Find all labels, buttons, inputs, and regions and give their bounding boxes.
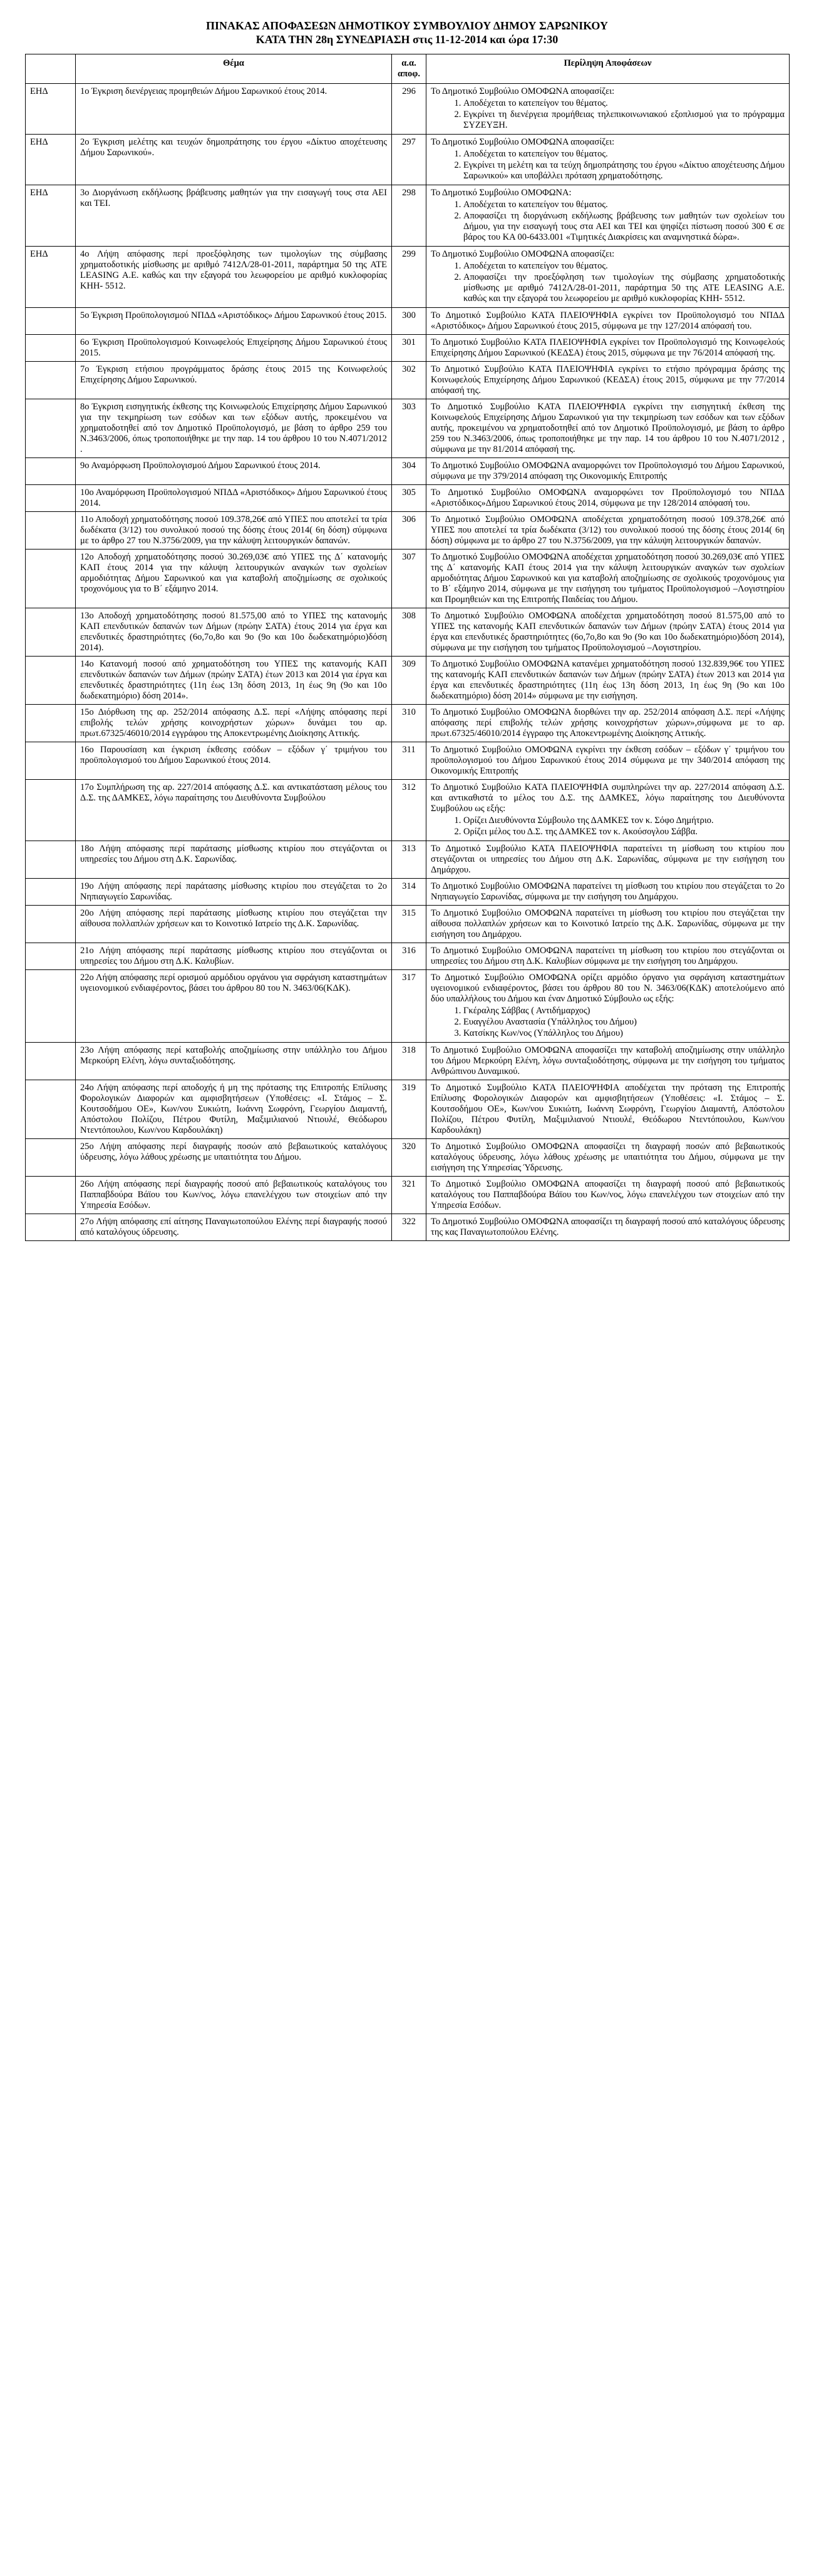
row-topic: 9ο Αναμόρφωση Προϋπολογισμού Δήμου Σαρωνικού έτους 2014. — [76, 458, 392, 485]
row-unit — [26, 308, 76, 335]
row-summary — [426, 970, 790, 1043]
decision-item: 1. Ορίζει Διευθύνοντα Σύμβουλο της ΔΑΜΚΕΣ τον κ. Σόφο Δημήτριο. — [463, 815, 785, 826]
row-topic: 1ο Έγκριση διενέργειας προμηθειών Δήμου Σαρωνικού έτους 2014. — [76, 84, 392, 135]
row-number: 318 — [392, 1043, 426, 1080]
row-summary — [426, 458, 790, 485]
table-row — [26, 185, 790, 247]
summary-text: Το Δημοτικό Συμβούλιο ΟΜΟΦΩΝΑ αποφασίζει τη διαγραφή ποσού από καταλόγους ύδρευσης της κας Παναγιωτοπούλου Ελένης. — [431, 1217, 785, 1237]
header-summary: Περίληψη Αποφάσεων — [426, 54, 790, 84]
row-summary — [426, 1177, 790, 1214]
row-summary — [426, 485, 790, 512]
row-summary — [426, 906, 790, 943]
summary-text: Το Δημοτικό Συμβούλιο ΟΜΟΦΩΝΑ αποφασίζει: — [431, 137, 615, 147]
row-unit — [26, 1214, 76, 1241]
row-number: 296 — [392, 84, 426, 135]
row-topic: 13ο Αποδοχή χρηματοδότησης ποσού 81.575,00 από το ΥΠΕΣ της κατανομής ΚΑΠ επενδυτικών δαπανών των Δήμων (πρώην ΣΑΤΑ) έτους 2014 για έργα και επενδυτικές δραστηριότητες (6ο,7ο,8ο και 9ο (9ο και 10ο δωδεκατημόριο)δόση 2014). — [76, 608, 392, 657]
row-summary — [426, 362, 790, 399]
row-topic: 17ο Συμπλήρωση της αρ. 227/2014 απόφασης Δ.Σ. και αντικατάσταση μέλους του Δ.Σ. της ΔΑΜΚΕΣ, λόγω παραίτησης του Διευθύνοντα Συμβούλου — [76, 780, 392, 841]
row-topic: 25ο Λήψη απόφασης περί διαγραφής ποσών από βεβαιωτικούς καταλόγους ύδρευσης, λόγω λάθους χρέωσης με υπαιτιότητα του Δήμου. — [76, 1139, 392, 1177]
summary-text: Το Δημοτικό Συμβούλιο ΚΑΤΑ ΠΛΕΙΟΨΗΦΙΑ εγκρίνει την εισηγητική έκθεση της Κοινωφελούς Επιχείρησης Δήμου Σαρωνικού για την τεκμηρίωση των εσόδων και των εξόδων αυτής, προκειμένου να χρηματοδοτηθεί από τον Δημοτικό Προϋπολογισμό, με βάση το άρθρο 259 του Ν.3463/2006, όπως τροποποιήθηκε με την παρ. 14 του άρθρου 10 του Ν.4071/2012 , σύμφωνα με την 81/2014 απόφασή της. — [431, 402, 785, 454]
row-topic: 21ο Λήψη απόφασης περί παράτασης μίσθωσης κτιρίου που στεγάζονται οι υπηρεσίες του Δήμου στη Δ.Κ. Καλυβίων. — [76, 943, 392, 970]
decision-item: 3. Κατσίκης Κων/νος (Υπάλληλος του Δήμου) — [463, 1028, 785, 1039]
summary-text: Το Δημοτικό Συμβούλιο ΚΑΤΑ ΠΛΕΙΟΨΗΦΙΑ εγκρίνει το ετήσιο πρόγραμμα δράσης της Κοινωφελούς Επιχείρησης Δήμου Σαρωνικού (ΚΕΔΣΑ) έτους 2015, σύμφωνα με την 77/2014 απόφασή της. — [431, 364, 785, 396]
decision-item: 2. Ευαγγέλου Αναστασία (Υπάλληλος του Δήμου) — [463, 1017, 785, 1028]
row-unit — [26, 608, 76, 657]
row-unit — [26, 780, 76, 841]
row-unit — [26, 657, 76, 705]
table-row — [26, 1139, 790, 1177]
row-summary — [426, 1080, 790, 1139]
decision-list — [431, 261, 785, 304]
row-unit — [26, 705, 76, 742]
header-number: α.α. αποφ. — [392, 54, 426, 84]
summary-text: Το Δημοτικό Συμβούλιο ΟΜΟΦΩΝΑ: — [431, 188, 572, 198]
decision-item: 2. Εγκρίνει τη διενέργεια προμήθειας τηλεπικοινωνιακού εξοπλισμού για το πρόγραμμα ΣΥΖΕΥΞΗ. — [463, 110, 785, 131]
row-topic: 12ο Αποδοχή χρηματοδότησης ποσού 30.269,03€ από ΥΠΕΣ της Δ΄ κατανομής ΚΑΠ έτους 2014 για την κάλυψη λειτουργικών αναγκών των σχολείων αρμοδιότητας Δήμου Σαρωνικού και για καταβολή αποζημίωσης σε σχολικούς τροχονόμους για το Β΄ εξάμηνο 2014. — [76, 549, 392, 608]
title-line-1: ΠΙΝΑΚΑΣ ΑΠΟΦΑΣΕΩΝ ΔΗΜΟΤΙΚΟΥ ΣΥΜΒΟΥΛΙΟΥ ΔΗΜΟΥ ΣΑΡΩΝΙΚΟΥ — [206, 19, 608, 32]
row-topic: 4ο Λήψη απόφασης περί προεξόφλησης των τιμολογίων της σύμβασης χρηματοδοτικής μίσθωσης με αριθμό 7412Λ/28-01-2011, παράρτημα 50 της ATE LEASING A.E. καθώς και την εξαγορά του λεωφορείου με αριθμό κυκλοφορίας ΚΗΗ- 5512. — [76, 247, 392, 308]
decision-item: 1. Γκέραλης Σάββας ( Αντιδήμαρχος) — [463, 1006, 785, 1016]
row-number: 313 — [392, 841, 426, 879]
summary-text: Το Δημοτικό Συμβούλιο ΟΜΟΦΩΝΑ παρατείνει τη μίσθωση του κτιρίου που στεγάζεται την αίθουσα πολλαπλών χρήσεων και το Κοινοτικό Ιατρείο της Δ.Κ. Σαρωνίδας, σύμφωνα με την εισήγηση του Δημάρχου. — [431, 908, 785, 939]
row-number: 316 — [392, 943, 426, 970]
row-topic: 11ο Αποδοχή χρηματοδότησης ποσού 109.378,26€ από ΥΠΕΣ που αποτελεί τα τρία δωδέκατα (3/12) του συνολικού ποσού της δόσης έτους 2014( 6η δόση) σύμφωνα με το άρθρο 27 του Ν.3756/2009, για την κάλυψη λειτουργικών δαπανών. — [76, 512, 392, 549]
decision-item: 2. Αποφασίζει τη διοργάνωση εκδήλωσης βράβευσης των μαθητών των σχολείων του Δήμου, για την εισαγωγή τους στα ΑΕΙ και ΤΕΙ και ψηφίζει πίστωση ποσού 300 € σε βάρος του ΚΑ 00-6433.001 «Τιμητικές Διακρίσεις και αναμνηστικά δώρα». — [463, 211, 785, 243]
row-unit — [26, 362, 76, 399]
row-unit — [26, 335, 76, 362]
row-topic: 27ο Λήψη απόφασης επί αίτησης Παναγιωτοπούλου Ελένης περί διαγραφής ποσού από καταλόγους ύδρευσης. — [76, 1214, 392, 1241]
row-unit: ΕΗΔ — [26, 135, 76, 185]
row-topic: 6ο Έγκριση Προϋπολογισμού Κοινωφελούς Επιχείρησης Δήμου Σαρωνικού έτους 2015. — [76, 335, 392, 362]
summary-text: Το Δημοτικό Συμβούλιο ΟΜΟΦΩΝΑ αποφασίζει τη διαγραφή ποσού από βεβαιωτικούς καταλόγους του Παππαβδούρα Βάϊου του Κων/νος, λόγω επανελέγχου των στοιχείων από την Υπηρεσία Εσόδων. — [431, 1179, 785, 1210]
decision-list — [431, 149, 785, 181]
row-unit — [26, 1043, 76, 1080]
row-summary — [426, 742, 790, 780]
row-number: 311 — [392, 742, 426, 780]
row-summary — [426, 608, 790, 657]
row-topic: 15ο Διόρθωση της αρ. 252/2014 απόφασης Δ.Σ. περί «Λήψης απόφασης περί επιβολής τελών χρήσης κοινοχρήστων χώρων» δυνάμει του αρ. πρωτ.67325/46010/2014 εγγράφου της Αποκεντρωμένης Διοίκησης Αττικής. — [76, 705, 392, 742]
row-number: 302 — [392, 362, 426, 399]
table-row — [26, 657, 790, 705]
row-unit — [26, 1139, 76, 1177]
table-row — [26, 458, 790, 485]
row-unit — [26, 879, 76, 906]
row-number: 310 — [392, 705, 426, 742]
table-row — [26, 879, 790, 906]
table-row — [26, 362, 790, 399]
summary-text: Το Δημοτικό Συμβούλιο ΟΜΟΦΩΝΑ παρατείνει τη μίσθωση του κτιρίου που στεγάζονται οι υπηρεσίες του Δήμου στη Δ.Κ. Καλυβίων σύμφωνα με την εισήγηση του Δημάρχου. — [431, 946, 785, 966]
row-number: 322 — [392, 1214, 426, 1241]
row-unit: ΕΗΔ — [26, 247, 76, 308]
row-number: 314 — [392, 879, 426, 906]
row-summary — [426, 1043, 790, 1080]
row-unit — [26, 1177, 76, 1214]
decision-list — [431, 200, 785, 243]
summary-text: Το Δημοτικό Συμβούλιο ΚΑΤΑ ΠΛΕΙΟΨΗΦΙΑ συμπληρώνει την αρ. 227/2014 απόφαση Δ.Σ. και αντικαθιστά το μέλος του Δ.Σ. της ΔΑΜΚΕΣ, λόγω παραίτησης του Διευθύνοντα Συμβούλου ως εξής: — [431, 782, 785, 814]
row-topic: 5ο Έγκριση Προϋπολογισμού ΝΠΔΔ «Αριστόδικος» Δήμου Σαρωνικού έτους 2015. — [76, 308, 392, 335]
summary-text: Το Δημοτικό Συμβούλιο ΚΑΤΑ ΠΛΕΙΟΨΗΦΙΑ εγκρίνει τον Προϋπολογισμό του ΝΠΔΔ «Αριστόδικος» Δήμου Σαρωνικού έτους 2015, σύμφωνα με την 127/2014 απόφασή του. — [431, 310, 785, 331]
table-row — [26, 1214, 790, 1241]
table-row — [26, 247, 790, 308]
summary-text: Το Δημοτικό Συμβούλιο ΟΜΟΦΩΝΑ ορίζει αρμόδιο όργανο για σφράγιση καταστημάτων υγειονομικού ενδιαφέροντος, βάσει του άρθρου 80 του Ν. 3463/06(ΚΔΚ) αποτελούμενο από δύο υπαλλήλους του Δήμου και έναν Δημοτικό Σύμβουλο ως εξής: — [431, 973, 785, 1004]
summary-text: Το Δημοτικό Συμβούλιο ΟΜΟΦΩΝΑ αποφασίζει την καταβολή αποζημίωσης στην υπάλληλο του Δήμου Μερκούρη Ελένη, λόγω συνταξιοδότησης, σύμφωνα με την εισήγηση του τμήματος Ανθρώπινου Δυναμικού. — [431, 1045, 785, 1076]
summary-text: Το Δημοτικό Συμβούλιο ΚΑΤΑ ΠΛΕΙΟΨΗΦΙΑ εγκρίνει τον Προϋπολογισμό της Κοινωφελούς Επιχείρησης Δήμου Σαρωνικού (ΚΕΔΣΑ) έτους 2015, σύμφωνα με την 76/2014 απόφασή της. — [431, 337, 785, 358]
decision-item: 1. Αποδέχεται το κατεπείγον του θέματος. — [463, 200, 785, 210]
page-title — [25, 19, 789, 46]
header-topic: Θέμα — [76, 54, 392, 84]
row-number: 306 — [392, 512, 426, 549]
row-topic: 20ο Λήψη απόφασης περί παράτασης μίσθωσης κτιρίου που στεγάζεται την αίθουσα πολλαπλών χρήσεων και το Κοινοτικό Ιατρείο της Δ.Κ. Σαρωνίδας. — [76, 906, 392, 943]
table-row — [26, 485, 790, 512]
row-number: 298 — [392, 185, 426, 247]
table-row — [26, 943, 790, 970]
row-unit: ΕΗΔ — [26, 185, 76, 247]
row-unit — [26, 512, 76, 549]
row-unit: ΕΗΔ — [26, 84, 76, 135]
decision-item: 1. Αποδέχεται το κατεπείγον του θέματος. — [463, 149, 785, 160]
row-topic: 22ο Λήψη απόφασης περί ορισμού αρμόδιου οργάνου για σφράγιση καταστημάτων υγειονομικού ενδιαφέροντος, βάσει του άρθρου 80 του Ν. 3463/06(ΚΔΚ). — [76, 970, 392, 1043]
table-row — [26, 512, 790, 549]
table-row — [26, 608, 790, 657]
summary-text: Το Δημοτικό Συμβούλιο ΟΜΟΦΩΝΑ αναμορφώνει τον Προϋπολογισμό του ΝΠΔΔ «Αριστόδικος»Δήμου Σαρωνικού έτους 2014, σύμφωνα με την 128/2014 απόφασή του. — [431, 488, 785, 508]
row-number: 308 — [392, 608, 426, 657]
summary-text: Το Δημοτικό Συμβούλιο ΟΜΟΦΩΝΑ αποδέχεται χρηματοδότηση ποσού 81.575,00 από το ΥΠΕΣ της κατανομής ΚΑΠ επενδυτικών δαπανών των Δήμων (πρώην ΣΑΤΑ) έτους 2014 για έργα και επενδυτικές δραστηριότητες (6ο,7ο,8ο και 9ο (9ο και 10ο δωδεκατημόριο)δόση 2014), σύμφωνα με την εισήγηση του τμήματος Προϋπολογισμού –Λογιστηρίου. — [431, 611, 785, 653]
row-number: 321 — [392, 1177, 426, 1214]
row-topic: 24ο Λήψη απόφασης περί αποδοχής ή μη της πρότασης της Επιτροπής Επίλυσης Φορολογικών Διαφορών και αμφισβητήσεων (Υποθέσεις: «Ι. Στάμος – Σ. Κουτσοδήμου ΟΕ», Κων/νου Συκιώτη, Ιωάννη Σωφρόνη, Γεωργίου Διαμαντή, Απόστολου Πολίζου, Πέτρου Φυτίλη, Μαξιμιλιανού Ντιουλέ, Θεόδωρου Ντεντόπουλου, Κων/νου Καρδουλάκη) — [76, 1080, 392, 1139]
row-topic: 26ο Λήψη απόφασης περί διαγραφής ποσού από βεβαιωτικούς καταλόγους του Παππαβδούρα Βάϊου του Κων/νος, λόγω επανελέγχου των στοιχείων από την Υπηρεσία Εσόδων. — [76, 1177, 392, 1214]
table-row — [26, 841, 790, 879]
row-summary — [426, 1214, 790, 1241]
table-row — [26, 780, 790, 841]
row-unit — [26, 458, 76, 485]
summary-text: Το Δημοτικό Συμβούλιο ΟΜΟΦΩΝΑ διορθώνει την αρ. 252/2014 απόφαση Δ.Σ. περί «Λήψης απόφασης περί επιβολής τελών χρήσης κοινοχρήστων χώρων»,σύμφωνα με το αρ. πρωτ.67325/46010/2014 έγγραφο της Αποκεντρωμένης Διοίκησης Αττικής. — [431, 707, 785, 739]
row-unit — [26, 485, 76, 512]
row-summary — [426, 247, 790, 308]
table-row — [26, 399, 790, 458]
row-number: 305 — [392, 485, 426, 512]
decision-item: 2. Αποφασίζει την προεξόφληση των τιμολογίων της σύμβασης χρηματοδοτικής μίσθωσης με αριθμό 7412Λ/28-01-2011, παράρτημα 50 της ATE LEASING A.E. καθώς και την εξαγορά του λεωφορείου με αριθμό κυκλοφορίας ΚΗΗ- 5512. — [463, 272, 785, 304]
row-number: 299 — [392, 247, 426, 308]
row-number: 307 — [392, 549, 426, 608]
summary-text: Το Δημοτικό Συμβούλιο ΟΜΟΦΩΝΑ αποφασίζει: — [431, 86, 615, 96]
table-row — [26, 970, 790, 1043]
summary-text: Το Δημοτικό Συμβούλιο ΟΜΟΦΩΝΑ αποδέχεται χρηματοδότηση ποσού 109.378,26€ από ΥΠΕΣ που αποτελεί τα τρία δωδέκατα (3/12) του συνολικού ποσού της δόσης έτους 2014( 6η δόση) σύμφωνα με το άρθρο 27 του Ν.3756/2009, για την κάλυψη λειτουργικών δαπανών. — [431, 514, 785, 546]
table-header-row — [26, 54, 790, 84]
row-summary — [426, 657, 790, 705]
table-row — [26, 335, 790, 362]
row-number: 320 — [392, 1139, 426, 1177]
row-number: 300 — [392, 308, 426, 335]
row-unit — [26, 906, 76, 943]
summary-text: Το Δημοτικό Συμβούλιο ΟΜΟΦΩΝΑ αποφασίζει: — [431, 249, 615, 259]
summary-text: Το Δημοτικό Συμβούλιο ΚΑΤΑ ΠΛΕΙΟΨΗΦΙΑ παρατείνει τη μίσθωση του κτιρίου που στεγάζονται οι υπηρεσίες του Δήμου στη Δ.Κ. Σαρωνίδας, σύμφωνα με την εισήγηση του Δημάρχου. — [431, 844, 785, 875]
row-unit — [26, 742, 76, 780]
row-unit — [26, 970, 76, 1043]
row-summary — [426, 512, 790, 549]
row-topic: 7ο Έγκριση ετήσιου προγράμματος δράσης έτους 2015 της Κοινωφελούς Επιχείρησης Δήμου Σαρωνικού. — [76, 362, 392, 399]
summary-text: Το Δημοτικό Συμβούλιο ΟΜΟΦΩΝΑ εγκρίνει την έκθεση εσόδων – εξόδων γ΄ τριμήνου του προϋπολογισμού του Δήμου Σαρωνικού έτους 2014 σύμφωνα με την 340/2014 απόφαση της Οικονομικής Επιτροπής — [431, 745, 785, 776]
row-topic: 18ο Λήψη απόφασης περί παράτασης μίσθωσης κτιρίου που στεγάζονται οι υπηρεσίες του Δήμου στη Δ.Κ. Σαρωνίδας. — [76, 841, 392, 879]
row-topic: 23ο Λήψη απόφασης περί καταβολής αποζημίωσης στην υπάλληλο του Δήμου Μερκούρη Ελένη, λόγω συνταξιοδότησης. — [76, 1043, 392, 1080]
summary-text: Το Δημοτικό Συμβούλιο ΟΜΟΦΩΝΑ αναμορφώνει τον Προϋπολογισμό του Δήμου Σαρωνικού, σύμφωνα με την 379/2014 απόφαση της Οικονομικής Επιτροπής — [431, 461, 785, 481]
table-row — [26, 1080, 790, 1139]
decision-item: 1. Αποδέχεται το κατεπείγον του θέματος. — [463, 98, 785, 109]
title-line-2: ΚΑΤΑ ΤΗΝ 28η ΣΥΝΕΔΡΙΑΣΗ στις 11-12-2014 και ώρα 17:30 — [255, 33, 559, 46]
table-body — [26, 84, 790, 1241]
row-summary — [426, 549, 790, 608]
row-summary — [426, 841, 790, 879]
decision-item: 1. Αποδέχεται το κατεπείγον του θέματος. — [463, 261, 785, 272]
row-unit — [26, 549, 76, 608]
row-number: 312 — [392, 780, 426, 841]
row-number: 301 — [392, 335, 426, 362]
row-number: 303 — [392, 399, 426, 458]
row-summary — [426, 780, 790, 841]
table-row — [26, 135, 790, 185]
table-row — [26, 549, 790, 608]
table-row — [26, 705, 790, 742]
summary-text: Το Δημοτικό Συμβούλιο ΟΜΟΦΩΝΑ αποφασίζει τη διαγραφή ποσών από βεβαιωτικούς καταλόγους ύδρευσης, λόγω λάθους χρέωσης με υπαιτιότητα του Δήμου, σύμφωνα με την εισήγηση της Υπηρεσίας Ύδρευσης. — [431, 1142, 785, 1173]
table-row — [26, 906, 790, 943]
row-topic: 10ο Αναμόρφωση Προϋπολογισμού ΝΠΔΔ «Αριστόδικος» Δήμου Σαρωνικού έτους 2014. — [76, 485, 392, 512]
row-topic: 14ο Κατανομή ποσού από χρηματοδότηση του ΥΠΕΣ της κατανομής ΚΑΠ επενδυτικών δαπανών των Δήμων (πρώην ΣΑΤΑ) έτων 2013 και 2014 για έργα και επενδυτικές δραστηριότητες (11η έως 13η δόση 2013, 1η έως 9η (9ο και 10ο δωδεκατημόριο) δόση 2014». — [76, 657, 392, 705]
row-number: 304 — [392, 458, 426, 485]
row-topic: 16ο Παρουσίαση και έγκριση έκθεσης εσόδων – εξόδων γ΄ τριμήνου του προϋπολογισμού του Δήμου Σαρωνικού έτους 2014. — [76, 742, 392, 780]
row-number: 315 — [392, 906, 426, 943]
decision-list — [431, 1006, 785, 1039]
row-summary — [426, 879, 790, 906]
row-topic: 2ο Έγκριση μελέτης και τευχών δημοπράτησης του έργου «Δίκτυο αποχέτευσης Δήμου Σαρωνικού». — [76, 135, 392, 185]
table-row — [26, 308, 790, 335]
row-summary — [426, 1139, 790, 1177]
row-topic: 3ο Διοργάνωση εκδήλωσης βράβευσης μαθητών για την εισαγωγή τους στα ΑΕΙ και ΤΕΙ. — [76, 185, 392, 247]
decision-item: 2. Ορίζει μέλος του Δ.Σ. της ΔΑΜΚΕΣ τον κ. Ακούσογλου Σάββα. — [463, 827, 785, 837]
table-row — [26, 84, 790, 135]
row-unit — [26, 841, 76, 879]
row-summary — [426, 335, 790, 362]
row-summary — [426, 135, 790, 185]
row-summary — [426, 705, 790, 742]
decision-list — [431, 815, 785, 837]
row-topic: 19ο Λήψη απόφασης περί παράτασης μίσθωσης κτιρίου που στεγάζεται το 2ο Νηπιαγωγείο Σαρωνίδας. — [76, 879, 392, 906]
summary-text: Το Δημοτικό Συμβούλιο ΟΜΟΦΩΝΑ παρατείνει τη μίσθωση του κτιρίου που στεγάζεται το 2ο Νηπιαγωγείο Σαρωνίδας, σύμφωνα με την εισήγηση του Δημάρχου. — [431, 881, 785, 902]
row-number: 317 — [392, 970, 426, 1043]
row-summary — [426, 84, 790, 135]
decisions-table — [25, 54, 790, 1241]
row-summary — [426, 308, 790, 335]
table-row — [26, 1043, 790, 1080]
row-number: 309 — [392, 657, 426, 705]
row-unit — [26, 399, 76, 458]
header-unit — [26, 54, 76, 84]
summary-text: Το Δημοτικό Συμβούλιο ΟΜΟΦΩΝΑ κατανέμει χρηματοδότηση ποσού 132.839,96€ του ΥΠΕΣ της κατανομής ΚΑΠ επενδυτικών δαπανών των Δήμων (πρώην ΣΑΤΑ) έτων 2013 και 2014 για έργα και επενδυτικές δραστηριότητες (11η έως 13η δόση 2013, 1η έως 9η (9ο και 10ο δωδεκατημόριο) δόση 2014» σύμφωνα με την εισήγηση. — [431, 659, 785, 701]
decision-list — [431, 98, 785, 131]
row-summary — [426, 185, 790, 247]
row-number: 319 — [392, 1080, 426, 1139]
row-summary — [426, 399, 790, 458]
summary-text: Το Δημοτικό Συμβούλιο ΚΑΤΑ ΠΛΕΙΟΨΗΦΙΑ αποδέχεται την πρόταση της Επιτροπής Επίλυσης Φορολογικών Διαφορών και αμφισβητήσεων (Υποθέσεις: «Ι. Στάμος – Σ. Κουτσοδήμου ΟΕ», Κων/νου Συκιώτη, Ιωάννη Σωφρόνη, Γεωργίου Διαμαντή, Απόστολου Πολίζου, Πέτρου Φυτίλη, Μαξιμιλιανού Ντιουλέ, Θεόδωρου Ντεντόπουλου, Κων/νου Καρδουλάκη) — [431, 1083, 785, 1135]
table-row — [26, 1177, 790, 1214]
row-unit — [26, 1080, 76, 1139]
row-topic: 8ο Έγκριση εισηγητικής έκθεσης της Κοινωφελούς Επιχείρησης Δήμου Σαρωνικού για την τεκμηρίωση των εσόδων και των εξόδων αυτής, προκειμένου να χρηματοδοτηθεί από τον Δημοτικό Προϋπολογισμό, με βάση το άρθρο 259 του Ν.3463/2006, όπως τροποποιήθηκε με την παρ. 14 του άρθρου 10 του Ν.4071/2012 . — [76, 399, 392, 458]
summary-text: Το Δημοτικό Συμβούλιο ΟΜΟΦΩΝΑ αποδέχεται χρηματοδότηση ποσού 30.269,03€ από ΥΠΕΣ της Δ΄ κατανομής ΚΑΠ έτους 2014 για την κάλυψη λειτουργικών αναγκών των σχολείων αρμοδιότητας Δήμου Σαρωνικού και για καταβολή αποζημίωσης σε σχολικούς τροχονόμους για το Β΄ εξάμηνο 2014, σύμφωνα με την εισήγηση του τμήματος Προϋπολογισμού –Λογιστηρίου και Προμηθειών και της Επιτροπής Παιδείας του Δήμου. — [431, 552, 785, 605]
row-unit — [26, 943, 76, 970]
table-row — [26, 742, 790, 780]
decision-item: 2. Εγκρίνει τη μελέτη και τα τεύχη δημοπράτησης του έργου «Δίκτυο αποχέτευσης Δήμου Σαρωνικού» και υποβάλλει πρόταση χρηματοδότησης. — [463, 160, 785, 181]
row-number: 297 — [392, 135, 426, 185]
row-summary — [426, 943, 790, 970]
